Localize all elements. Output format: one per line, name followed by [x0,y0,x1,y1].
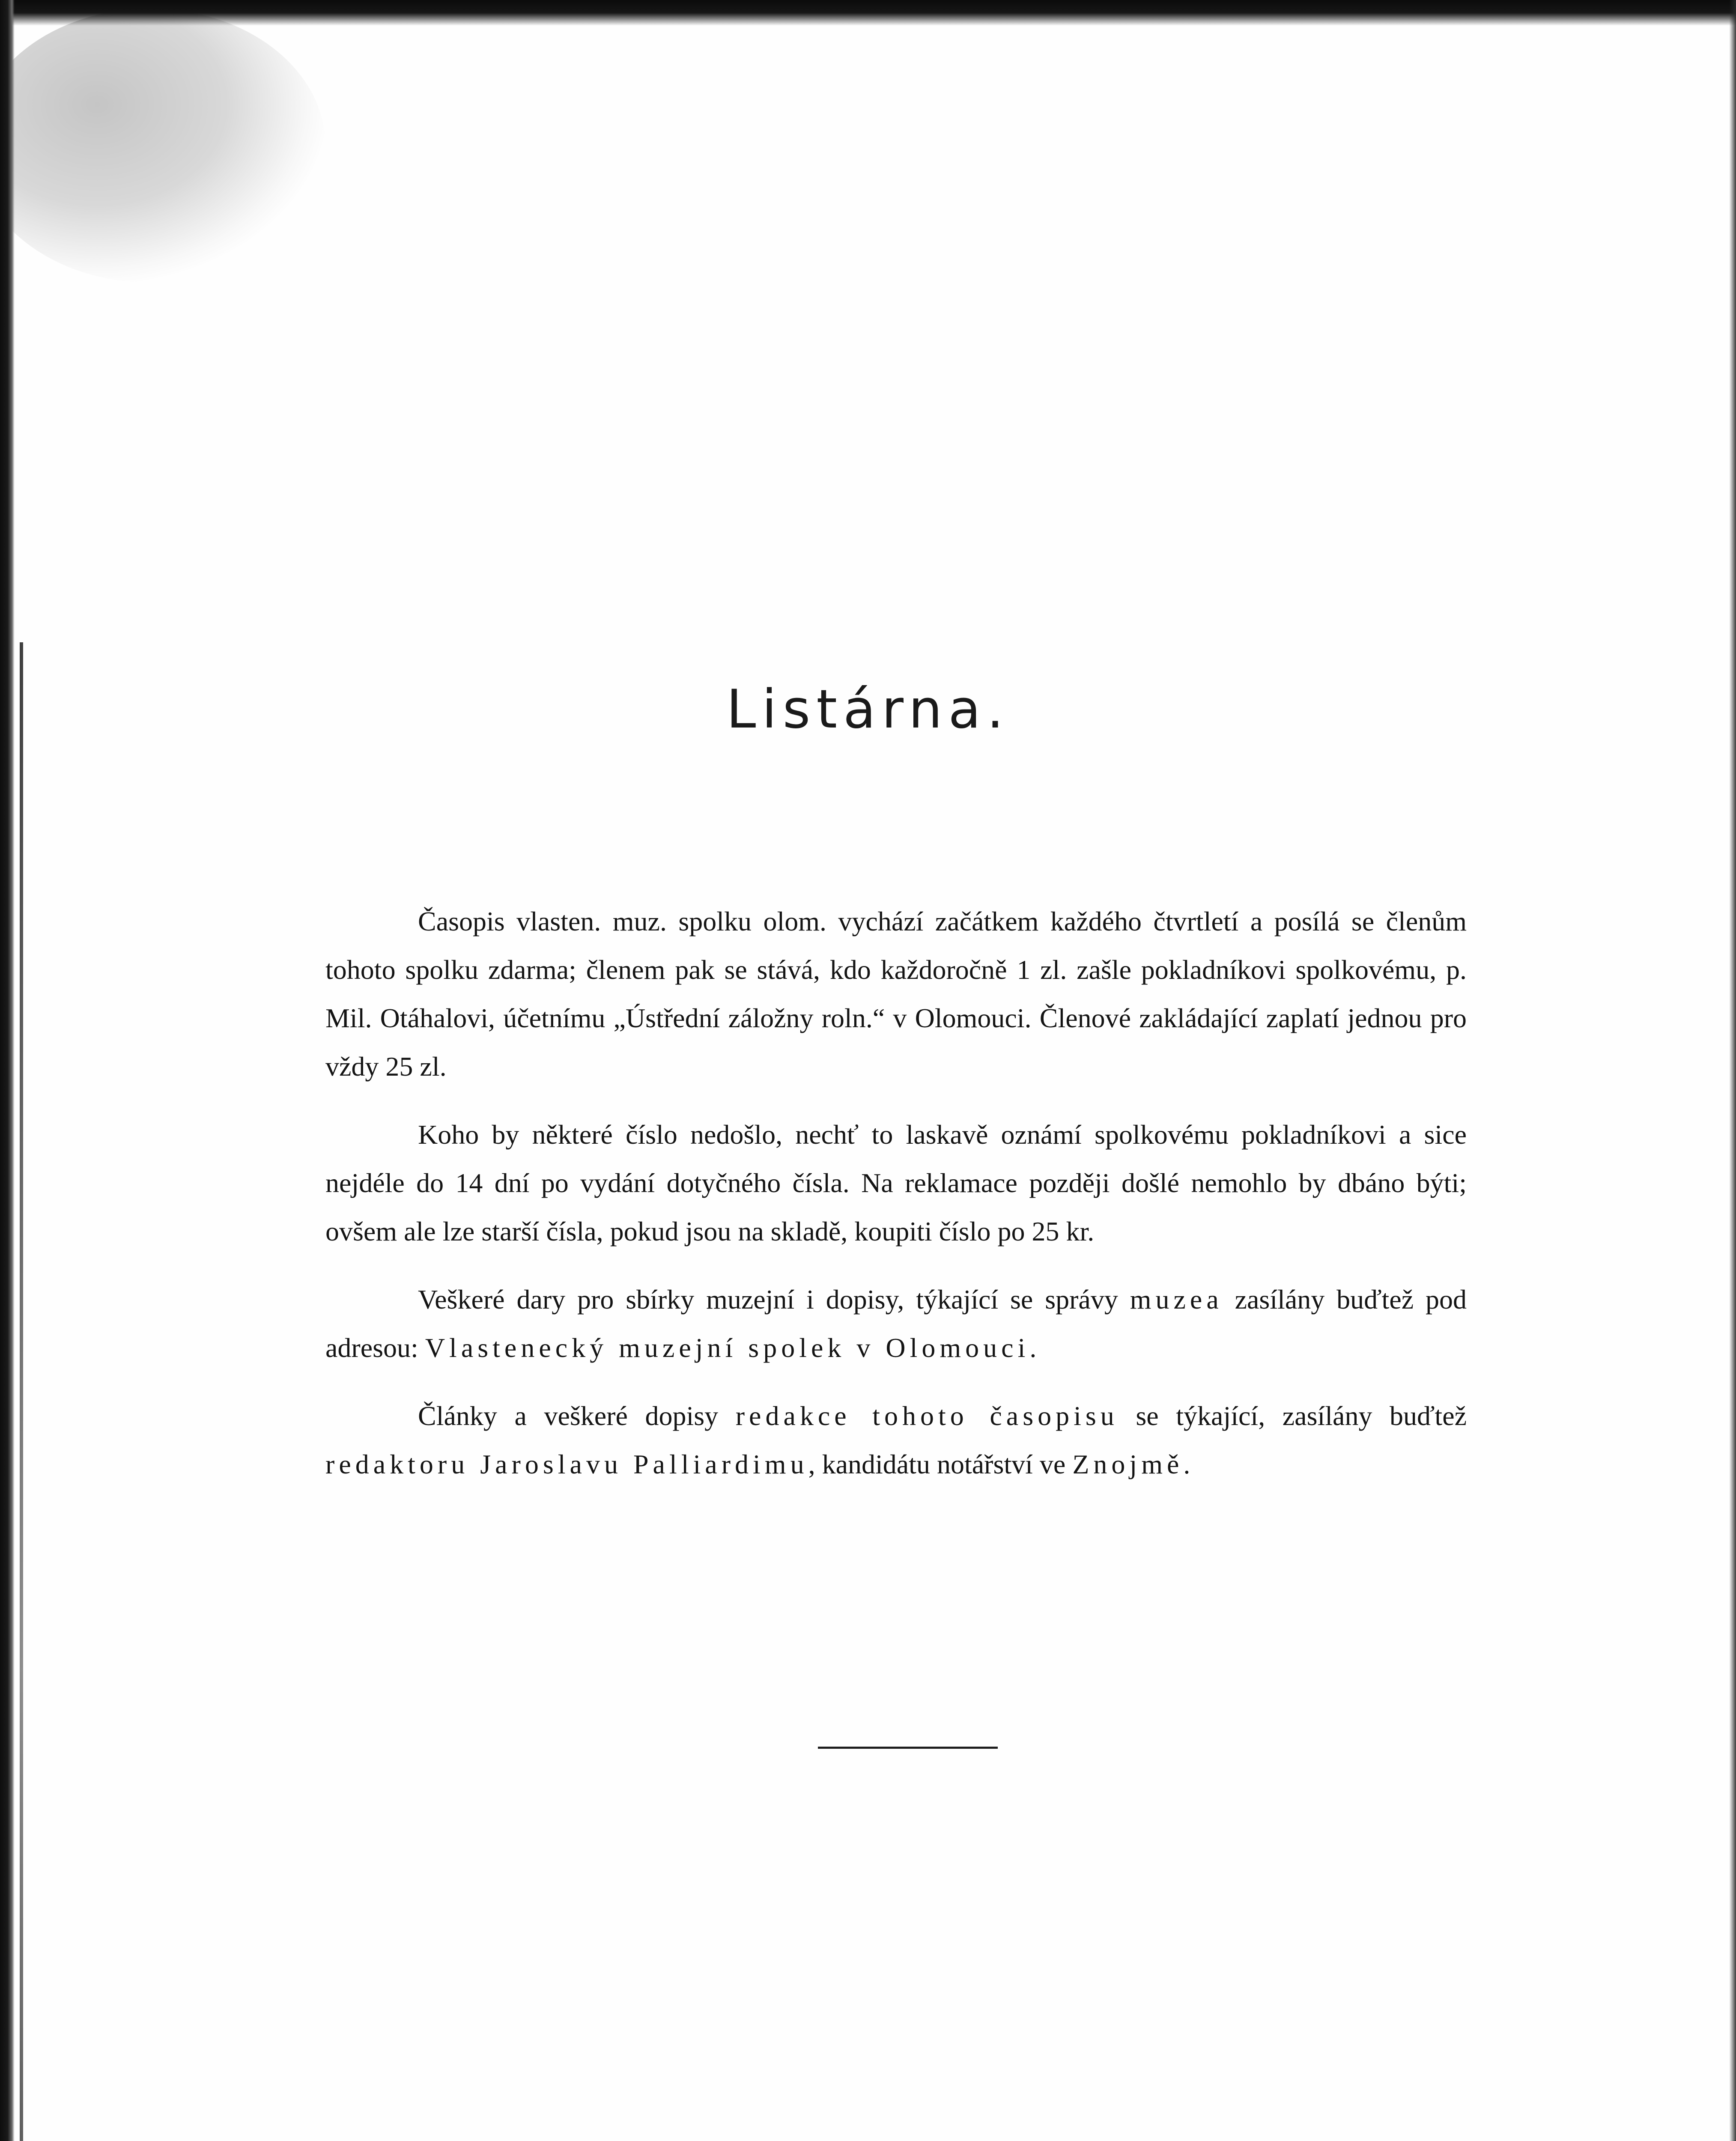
scan-smudge [0,9,325,283]
paragraph-editorial-town: Znojmě. [1072,1449,1195,1479]
paragraph-donations-text-2: zasílány buďtež pod adresou: [325,1284,1467,1363]
paragraph-editorial-text-3: , kandidátu notářství ve [808,1449,1073,1479]
paragraph-editorial-text-1: Články a veškeré dopisy [418,1401,736,1431]
paragraph-subscription: Časopis vlasten. muz. spolku olom. vychází začátkem každého čtvrtletí a posílá se členům tohoto spolku zdarma; členem pak se stává, kdo každoročně 1 zl. zašle pokladníkovi spolkovému, p. Mil. Otáhalovi, účetnímu „Ústřední záložny roln.“ v Olomouci. Členové zakládající zaplatí jednou pro vždy 25 zl. [325,906,1467,1082]
closing-rule [818,1747,998,1749]
notice-body [325,897,1467,1508]
scan-binding-shadow [20,642,23,2141]
paragraph-editorial-editor-name: redaktoru Jaroslavu Palliardimu [325,1449,808,1479]
paragraph-missing-issues: Koho by některé číslo nedošlo, nechť to laskavě oznámí spolkovému pokladníkovi a sice nejdéle do 14 dní po vydání dotyčného čísla. Na reklamace později došlé nemohlo by dbáno býti; ovšem ale lze starší čísla, pokud jsou na skladě, koupiti číslo po 25 kr. [325,1119,1467,1246]
scan-right-edge [1729,0,1736,2141]
paragraph-donations-text-1: Veškeré dary pro sbírky muzejní i dopisy, týkající se správy [418,1284,1130,1315]
page-title: Listárna. [726,679,1010,740]
paragraph-donations-spaced-museum: muzea [1130,1284,1223,1315]
scan-top-edge [0,0,1736,26]
paragraph-donations-address: Vlastenecký muzejní spolek v Olomouci. [425,1333,1041,1363]
paragraph-editorial [325,1392,1467,1488]
paragraph-editorial-text-2: se týkající, zasílány buďtež [1118,1401,1467,1431]
paragraph-donations [325,1275,1467,1372]
scan-left-edge [0,0,15,2141]
paragraph-editorial-spaced-journal: redakce tohoto časopisu [735,1401,1119,1431]
